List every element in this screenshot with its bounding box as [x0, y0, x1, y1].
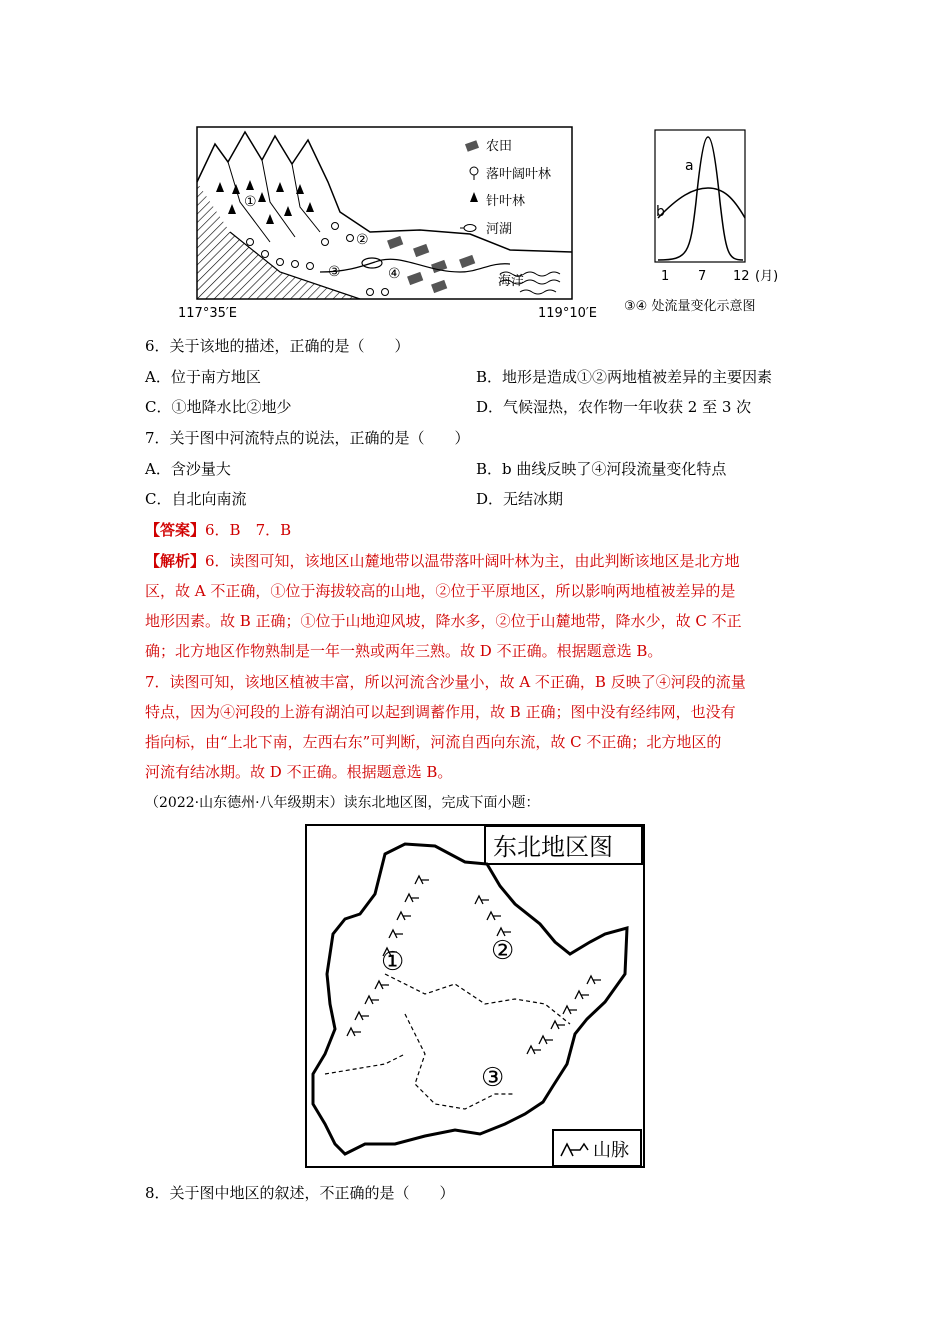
tick-7: 7 — [698, 269, 707, 284]
q7-option-d: D．无结冰期 — [476, 490, 564, 508]
q6-stem: 6．关于该地的描述，正确的是（ ） — [145, 337, 410, 355]
answer-tag: 【答案】 — [145, 521, 206, 539]
coord-right: 119°10′E — [538, 306, 598, 321]
site-1-label: ① — [244, 194, 257, 210]
analysis-line-4: 确；北方地区作物熟制是一年一熟或两年三熟。故 D 不正确。根据题意选 B。 — [145, 642, 663, 660]
intro-line: （2022·山东德州·八年级期末）读东北地区图，完成下面小题： — [145, 795, 540, 811]
unit-label: (月) — [755, 269, 779, 284]
tick-12: 12 — [733, 269, 750, 284]
northeast-map — [305, 824, 645, 1169]
map-title: 东北地区图 — [493, 833, 613, 861]
legend-farmland: 农田 — [486, 139, 513, 154]
q7-option-a: A．含沙量大 — [145, 460, 231, 478]
map-legend-label: 山脉 — [593, 1140, 629, 1161]
analysis-line-2: 区，故 A 不正确，①位于海拔较高的山地，②位于平原地区，所以影响两地植被差异的是 — [145, 582, 736, 600]
analysis-line-3: 地形因素。故 B 正确；①位于山地迎风坡，降水多，②位于山麓地带，降水少，故 C 不正 — [145, 612, 742, 630]
coord-left: 117°35′E — [178, 306, 238, 321]
analysis-tag: 【解析】 — [145, 552, 206, 570]
legend-river-lake: 河湖 — [486, 222, 513, 237]
answer-line — [145, 520, 291, 540]
tick-1: 1 — [661, 269, 670, 284]
site-4-label: ④ — [388, 266, 401, 282]
map-marker-3: ③ — [481, 1063, 505, 1093]
q7-option-c: C．自北向南流 — [145, 490, 247, 508]
site-2-label: ② — [356, 232, 369, 248]
q7-stem: 7．关于图中河流特点的说法，正确的是（ ） — [145, 429, 470, 447]
answer-text: 6．B 7．B — [205, 521, 292, 539]
q8-stem: 8．关于图中地区的叙述，不正确的是（ ） — [145, 1184, 455, 1202]
flow-chart — [618, 122, 798, 322]
q6-option-d: D．气候湿热，农作物一年收获 2 至 3 次 — [476, 398, 752, 416]
analysis-line-1 — [145, 551, 740, 571]
analysis-line-5: 7．读图可知，该地区植被丰富，所以河流含沙量小，故 A 不正确，B 反映了④河段的流量 — [145, 673, 746, 691]
q6-option-b: B．地形是造成①②两地植被差异的主要因素 — [476, 368, 773, 386]
legend-deciduous-forest: 落叶阔叶林 — [486, 167, 552, 182]
chart-caption: ③④ 处流量变化示意图 — [624, 299, 756, 314]
terrain-diagram — [170, 122, 610, 322]
analysis-text-1: 6．读图可知，该地区山麓地带以温带落叶阔叶林为主，由此判断该地区是北方地 — [205, 552, 740, 570]
legend-conifer-forest: 针叶林 — [486, 194, 526, 209]
map-marker-1: ① — [381, 947, 405, 977]
site-3-label: ③ — [328, 264, 341, 280]
q6-option-c: C．①地降水比②地少 — [145, 398, 292, 416]
ocean-label: 海洋 — [498, 274, 525, 289]
q6-option-a: A．位于南方地区 — [145, 368, 261, 386]
curve-a-label: a — [685, 158, 694, 174]
curve-b-label: b — [656, 204, 665, 220]
analysis-line-6: 特点，因为④河段的上游有湖泊可以起到调蓄作用，故 B 正确；图中没有经纬网，也没有 — [145, 703, 736, 721]
analysis-line-8: 河流有结冰期。故 D 不正确。根据题意选 B。 — [145, 763, 453, 781]
map-marker-2: ② — [491, 936, 515, 966]
q7-option-b: B．b 曲线反映了④河段流量变化特点 — [476, 460, 727, 478]
analysis-line-7: 指向标，由“上北下南，左西右东”可判断，河流自西向东流，故 C 不正确；北方地区的 — [145, 733, 722, 751]
